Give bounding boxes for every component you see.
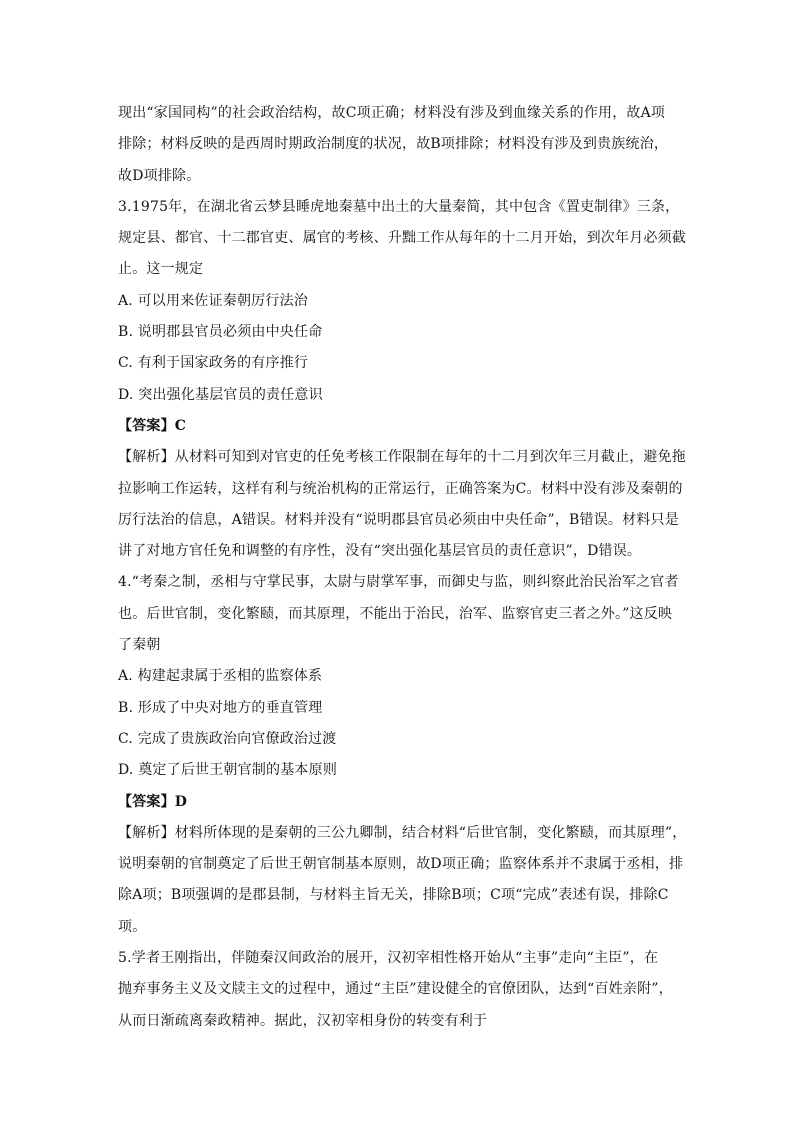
question-4-line: 4.“考秦之制，丞相与守掌民事，太尉与尉掌军事，而御史与监，则纠察此治民治军之官者 bbox=[118, 574, 679, 591]
answer-line: 【答案】D bbox=[118, 793, 188, 810]
question-5-line: 抛弃事务主义及文牍主文的过程中，通过“主臣”建设健全的官僚团队，达到“百姓亲附”， bbox=[118, 981, 673, 998]
explanation-line: 讲了对地方官任免和调整的有序性，没有“突出强化基层官员的责任意识”，D错误。 bbox=[118, 543, 642, 560]
document-page bbox=[118, 98, 687, 1037]
explanation-line: 除A项；B项强调的是郡县制，与材料主旨无关，排除B项；C项“完成”表述有误，排除C bbox=[118, 887, 669, 904]
explanation-line: 【解析】材料所体现的是秦朝的三公九卿制，结合材料“后世官制，变化繁赜，而其原理”， bbox=[118, 824, 687, 841]
question-5-line: 5.学者王刚指出，伴随秦汉间政治的展开，汉初宰相性格开始从“主事”走向“主臣”，在 bbox=[118, 950, 659, 967]
explanation-line: 【解析】从材料可知到对官吏的任免考核工作限制在每年的十二月到次年三月截止，避免拖 bbox=[118, 449, 686, 466]
question-4-line: 了秦朝 bbox=[118, 637, 161, 654]
option-c: C. 有利于国家政务的有序推行 bbox=[118, 355, 309, 372]
option-b: B. 说明郡县官员必须由中央任命 bbox=[118, 324, 323, 341]
question-3-line: 3.1975年，在湖北省云梦县睡虎地秦墓中出土的大量秦简，其中包含《置吏制律》三条， bbox=[118, 198, 680, 215]
explanation-line: 项。 bbox=[118, 918, 147, 935]
question-5-line: 从而日渐疏离秦政精神。据此，汉初宰相身份的转变有利于 bbox=[118, 1012, 488, 1029]
text-line: 故D项排除。 bbox=[118, 167, 201, 184]
option-c: C. 完成了贵族政治向官僚政治过渡 bbox=[118, 730, 337, 747]
explanation-line: 说明秦朝的官制奠定了后世王朝官制基本原则，故D项正确；监察体系并不隶属于丞相，排 bbox=[118, 856, 684, 873]
question-3-line: 规定县、都官、十二郡官吏、属官的考核、升黜工作从每年的十二月开始，到次年月必须截 bbox=[118, 230, 686, 247]
option-a: A. 可以用来佐证秦朝厉行法治 bbox=[118, 292, 309, 309]
option-b: B. 形成了中央对地方的垂直管理 bbox=[118, 699, 323, 716]
question-3-line: 止。这一规定 bbox=[118, 261, 204, 278]
explanation-line: 拉影响工作运转，这样有利与统治机构的正常运行，正确答案为C。材料中没有涉及秦朝的 bbox=[118, 480, 683, 497]
text-line: 现出“家国同构”的社会政治结构，故C项正确；材料没有涉及到血缘关系的作用，故A项 bbox=[118, 105, 666, 121]
option-a: A. 构建起隶属于丞相的监察体系 bbox=[118, 668, 323, 685]
explanation-line: 厉行法治的信息，A错误。材料并没有“说明郡县官员必须由中央任命”，B错误。材料只是 bbox=[118, 511, 679, 528]
question-4-line: 也。后世官制，变化繁赜，而其原理，不能出于治民，治军、监察官吏三者之外。”这反映 bbox=[118, 605, 673, 622]
text-line: 排除；材料反映的是西周时期政治制度的状况，故B项排除；材料没有涉及到贵族统治， bbox=[118, 136, 669, 153]
answer-line: 【答案】C bbox=[118, 417, 187, 434]
option-d: D. 突出强化基层官员的责任意识 bbox=[118, 386, 323, 403]
option-d: D. 奠定了后世王朝官制的基本原则 bbox=[118, 762, 338, 779]
